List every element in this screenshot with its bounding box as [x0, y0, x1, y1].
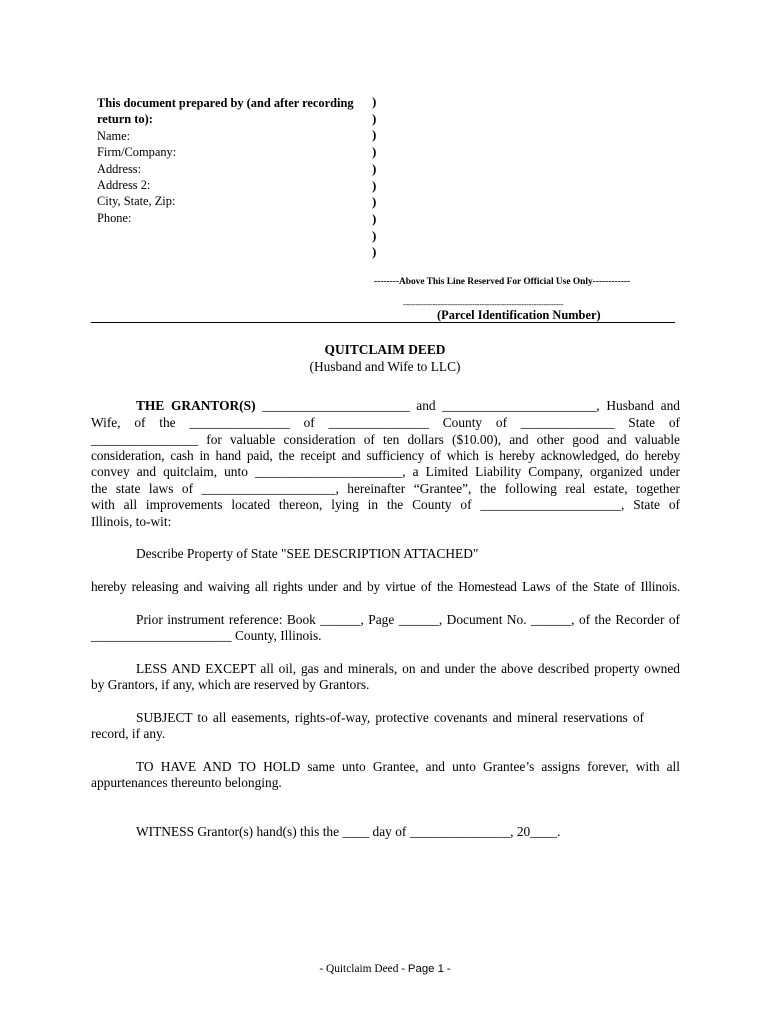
less-except-line-2: by Grantors, if any, which are reserved by Grantors. [91, 677, 370, 692]
grantor-line-1-rest: ______________________ and _______________________, Husband and [262, 398, 680, 413]
grantor-line-1 [136, 398, 680, 414]
page-footer [0, 963, 770, 975]
paren: ) [372, 127, 377, 143]
habendum-line-1: TO HAVE AND TO HOLD same unto Grantee, and unto Grantee’s assigns forever, with all [136, 759, 680, 774]
less-except-line-1: LESS AND EXCEPT all oil, gas and minerals, on and under the above described property owned [136, 661, 680, 676]
grantor-line-7: with all improvements located thereon, lying in the County of _____________________, State of [91, 497, 680, 512]
paren: ) [372, 160, 377, 176]
prepared-by-line2: return to): [97, 112, 153, 127]
preparer-block [97, 95, 354, 226]
homestead-clause: hereby releasing and waiving all rights under and by virtue of the Homestead Laws of the State of Illinois. [91, 579, 680, 594]
document-title: QUITCLAIM DEED [324, 342, 446, 357]
field-city-state-zip: City, State, Zip: [97, 194, 176, 209]
paren: ) [372, 144, 377, 160]
paren: ) [372, 94, 377, 109]
pin-dash-line: ----------------------------------------------------------------- [403, 300, 564, 309]
grantor-lead: THE GRANTOR(S) [136, 398, 256, 413]
prior-instrument-line-1: Prior instrument reference: Book ______, Page ______, Document No. ______, of the Recorder of [136, 612, 680, 627]
reserved-line: --------Above This Line Reserved For Official Use Only------------ [374, 277, 631, 287]
divider-line [91, 322, 675, 323]
habendum-line-2: appurtenances thereunto belonging. [91, 775, 282, 790]
grantor-line-2: Wife, of the _______________ of _______________ County of ______________ State of [91, 415, 680, 430]
field-address2: Address 2: [97, 178, 151, 193]
field-name: Name: [97, 128, 131, 143]
subject-to-line-1: SUBJECT to all easements, rights-of-way, protective covenants and mineral reservations of [136, 710, 644, 725]
field-firm: Firm/Company: [97, 145, 177, 160]
paren: ) [372, 210, 377, 226]
footer-suffix: - [444, 963, 451, 975]
grantor-line-4: consideration, cash in hand paid, the receipt and sufficiency of which is hereby acknowledged, do hereby [91, 448, 680, 463]
grantor-line-3: ________________ for valuable consideration of ten dollars ($10.00), and other good and valuable [91, 432, 680, 447]
grantor-line-8: Illinois, to-wit: [91, 514, 172, 529]
document-subtitle: (Husband and Wife to LLC) [309, 359, 461, 374]
prior-instrument-line-2: _____________________ County, Illinois. [91, 628, 322, 643]
footer-prefix: - Quitclaim Deed - [319, 963, 408, 975]
paren: ) [372, 227, 377, 243]
grantor-line-5: convey and quitclaim, unto ______________________, a Limited Liability Company, organized under [91, 464, 680, 479]
paren: ) [372, 177, 377, 193]
witness-line: WITNESS Grantor(s) hand(s) this the ____ day of _______________, 20____. [136, 824, 561, 839]
paren: ) [372, 194, 377, 210]
field-phone: Phone: [97, 210, 132, 225]
prepared-by-line1: This document prepared by (and after recording [97, 96, 354, 110]
paren: ) [372, 244, 377, 260]
bracket-column [372, 94, 376, 261]
describe-property: Describe Property of State "SEE DESCRIPTION ATTACHED" [136, 546, 479, 561]
page-number: Page 1 [407, 963, 444, 975]
parcel-id-label: (Parcel Identification Number) [437, 308, 601, 322]
grantor-line-6: the state laws of ____________________, hereinafter “Grantee”, the following real estate, together [91, 481, 680, 496]
paren: ) [372, 110, 377, 126]
subject-to-line-2: record, if any. [91, 726, 166, 741]
field-address: Address: [97, 161, 142, 176]
